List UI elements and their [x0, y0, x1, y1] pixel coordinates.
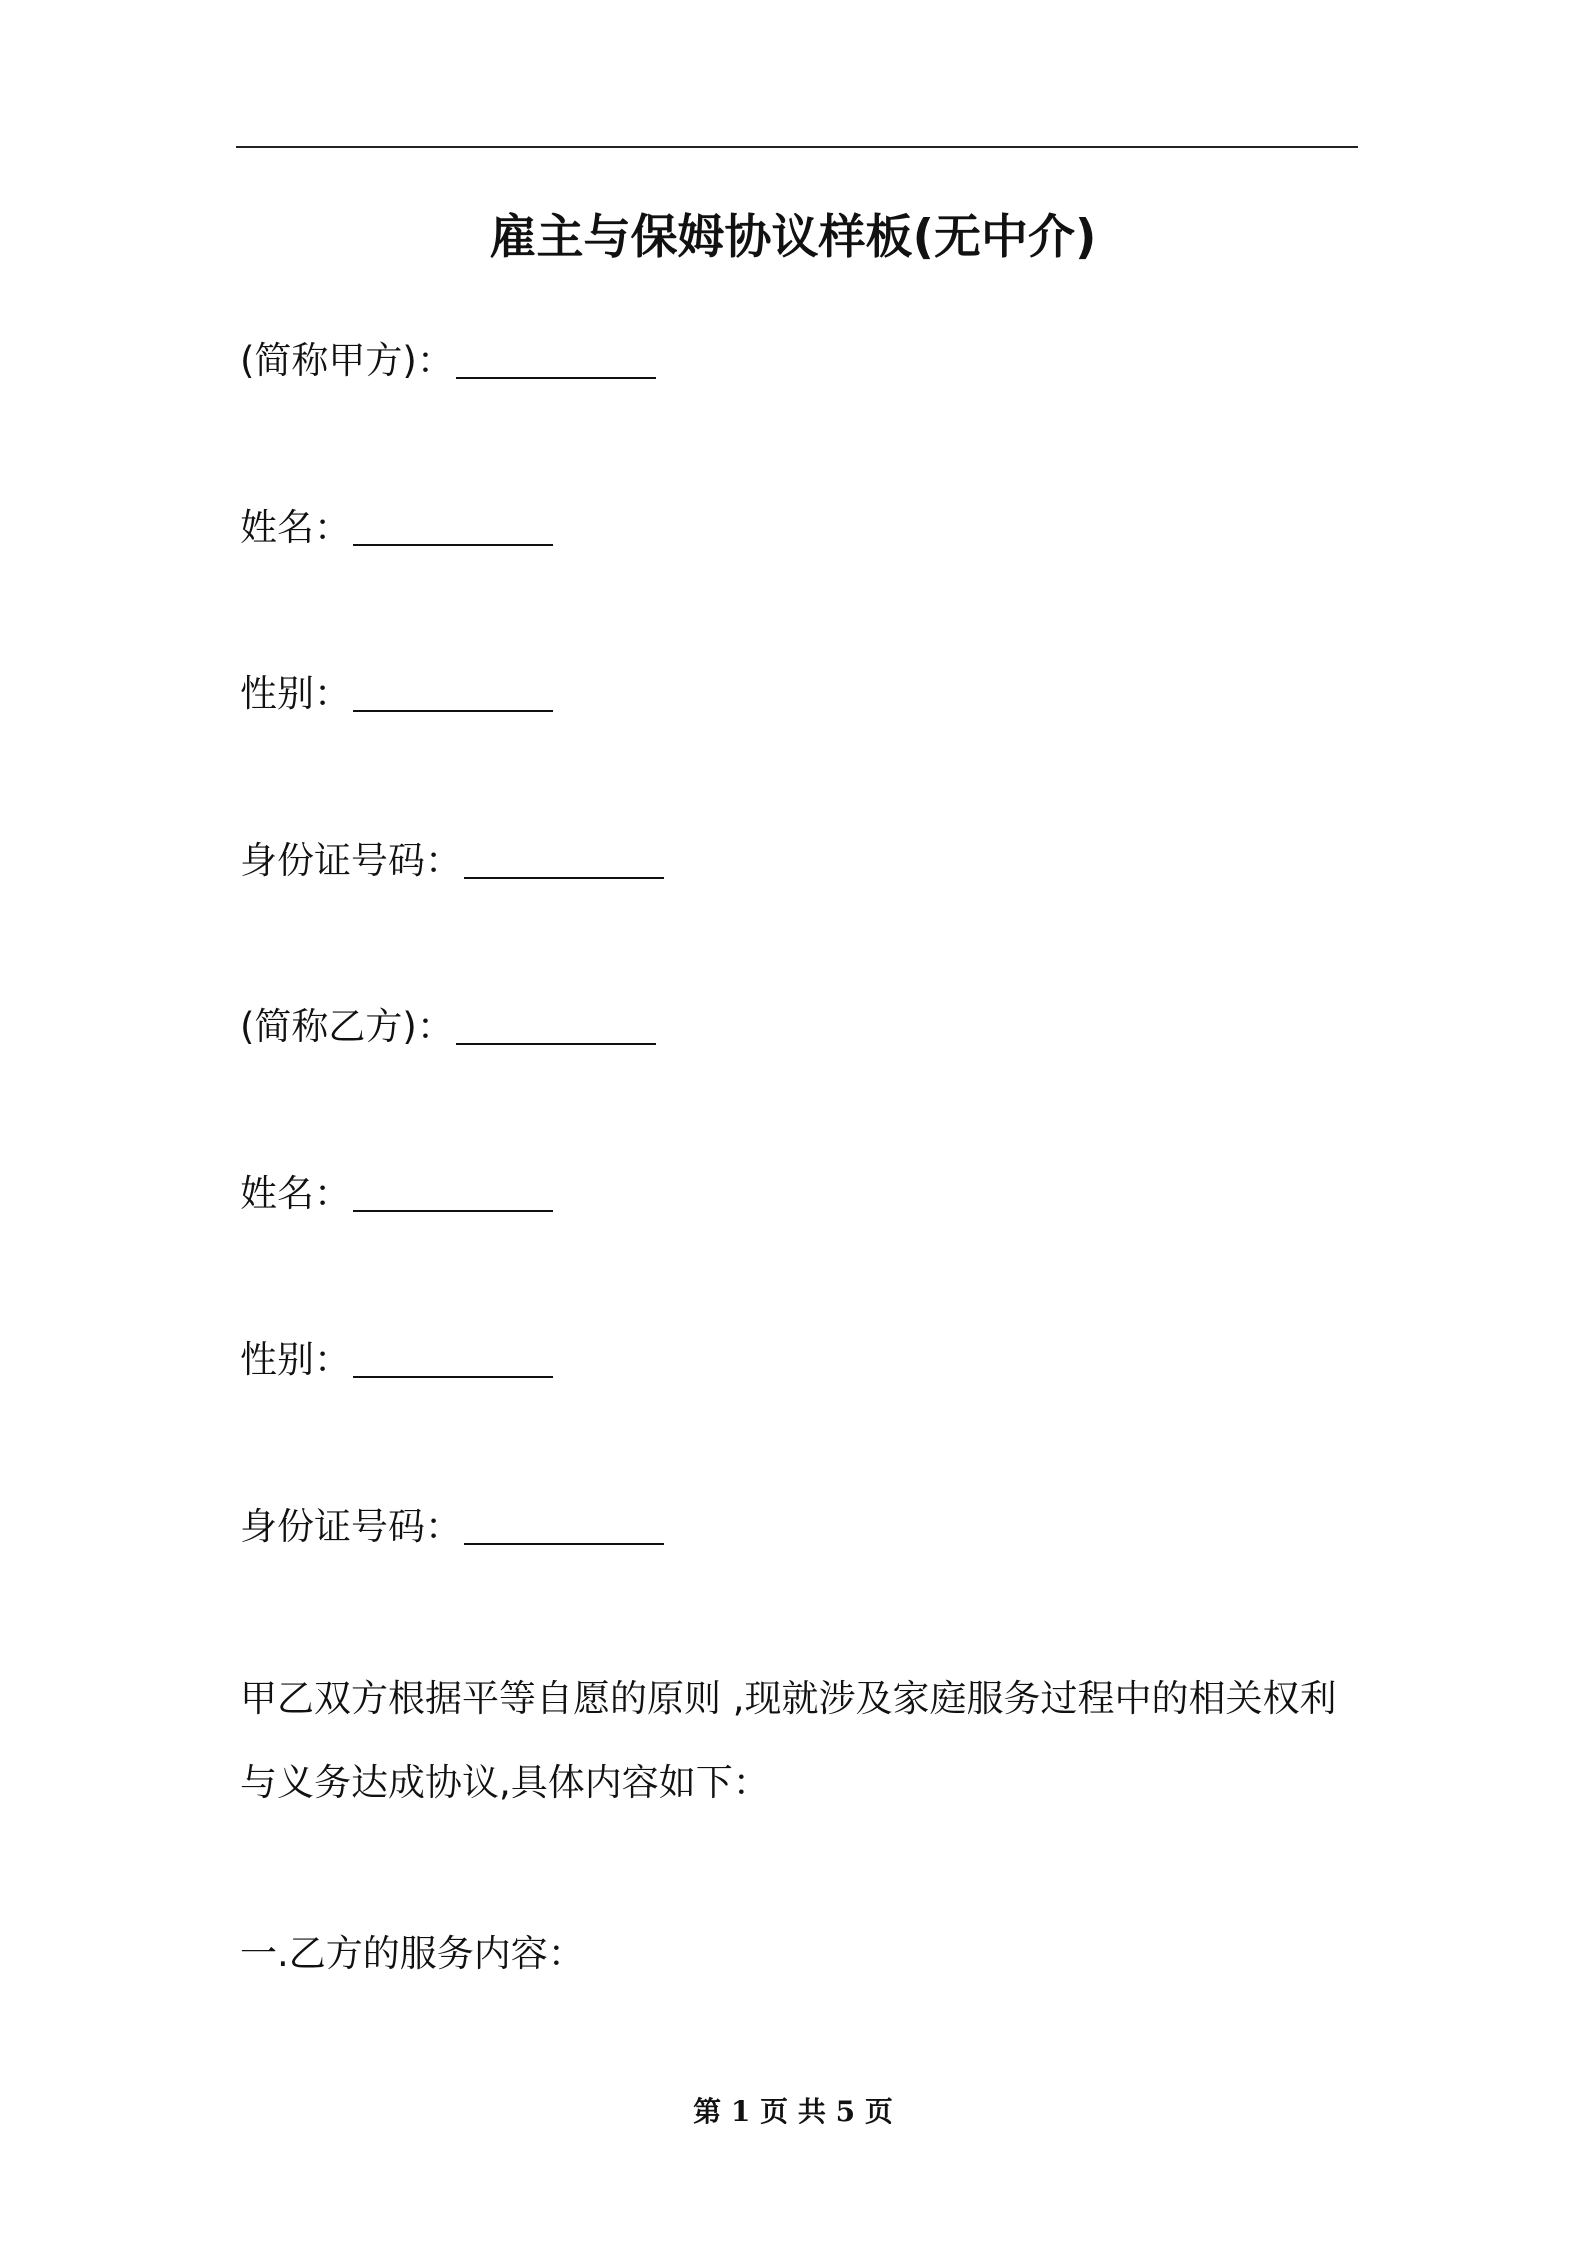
party-b-name-field — [240, 1166, 553, 1222]
page-number: 第 1 页 共 5 页 — [693, 2095, 893, 2128]
party-b-name-blank[interactable] — [353, 1210, 553, 1212]
party-a-gender-blank[interactable] — [353, 710, 553, 712]
party-a-label: (简称甲方)： — [240, 339, 454, 382]
party-b-field — [240, 999, 656, 1055]
header-rule — [236, 146, 1358, 148]
document-title: 雇主与保姆协议样板(无中介) — [489, 210, 1097, 265]
intro-paragraph — [240, 1657, 1360, 1825]
party-a-name-label: 姓名： — [240, 506, 351, 549]
party-a-id-blank[interactable] — [464, 877, 664, 879]
party-a-field — [240, 333, 656, 389]
party-a-id-field — [240, 833, 664, 889]
party-b-blank[interactable] — [456, 1043, 656, 1045]
party-a-gender-label: 性别： — [240, 672, 351, 715]
party-b-name-label: 姓名： — [240, 1172, 351, 1215]
intro-line: 与义务达成协议,具体内容如下： — [240, 1761, 770, 1804]
party-a-name-blank[interactable] — [353, 544, 553, 546]
party-a-blank[interactable] — [456, 377, 656, 379]
party-a-gender-field — [240, 666, 553, 722]
party-b-id-blank[interactable] — [464, 1543, 664, 1545]
party-a-name-field — [240, 500, 553, 556]
party-b-gender-blank[interactable] — [353, 1376, 553, 1378]
party-b-gender-field — [240, 1332, 553, 1388]
party-b-id-field — [240, 1499, 664, 1555]
party-a-id-label: 身份证号码： — [240, 839, 462, 882]
party-b-id-label: 身份证号码： — [240, 1505, 462, 1548]
party-b-label: (简称乙方)： — [240, 1005, 454, 1048]
section-heading: 一.乙方的服务内容： — [240, 1932, 585, 1975]
intro-line: 甲乙双方根据平等自愿的原则 ,现就涉及家庭服务过程中的相关权利 — [240, 1677, 1337, 1720]
party-b-gender-label: 性别： — [240, 1338, 351, 1381]
